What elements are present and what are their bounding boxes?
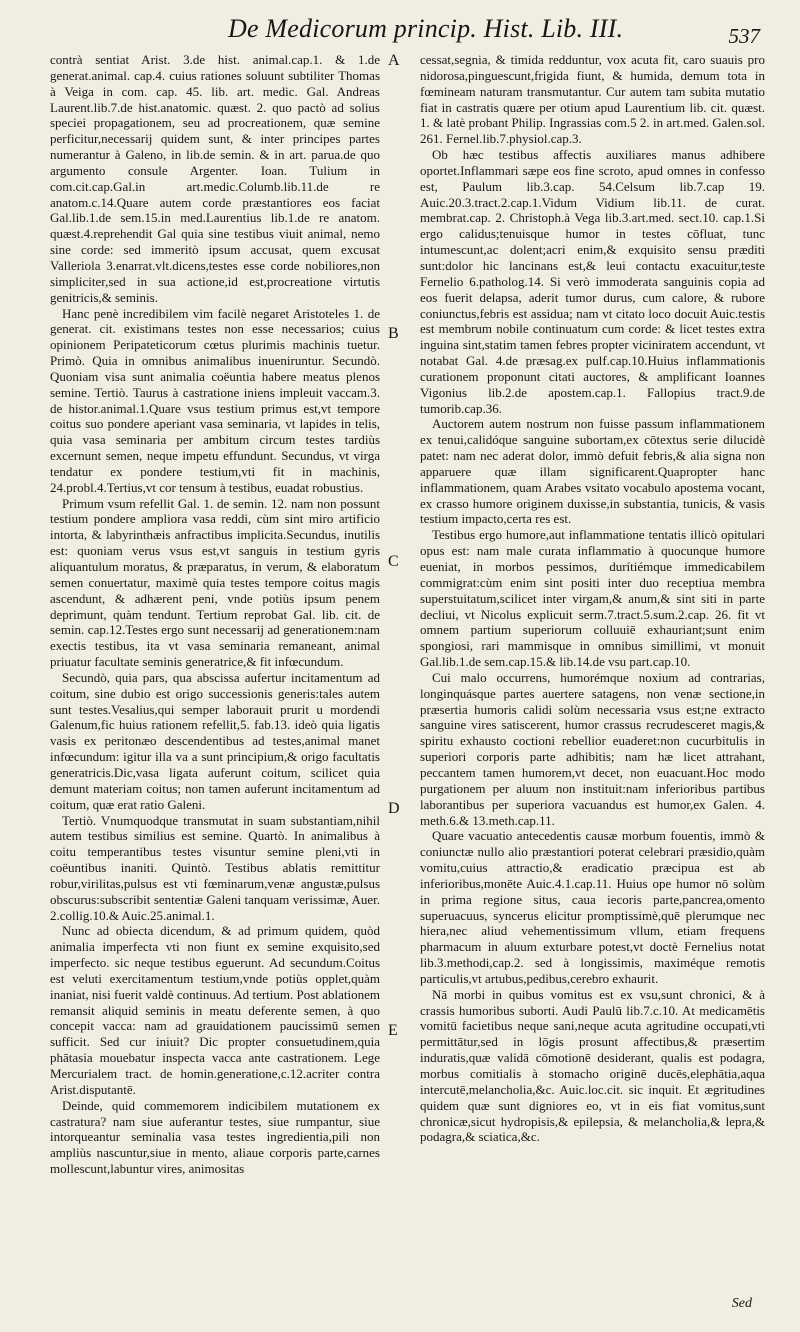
paragraph: Tertiò. Vnumquodque transmutat in suam substantiam,nihil autem testibus similius est semine. Quartò. In animalibus à coitu temperantibus testes visuntur semine pleni,vti in coëuntibus inaniti. Quintò. Testibus ablatis remittitur robur,virilitas,pulsus est vti fœminarum,venæ angustæ,pulsus obscurus:subscribit sententiæ Galeni tanquam verissimæ, Auer. 2.collig.10.& Auic.25.animal.1. bbox=[50, 812, 380, 923]
margin-letter-e: E bbox=[388, 1022, 398, 1039]
paragraph: Testibus ergo humore,aut inflammatione tentatis illicò opitulari opus est: nam male curata inflammatio à quocunque humore eueniat, in morbos pessimos, durítiémque immedicabilem commigrat:cùm enim sint positi inter duo receptiua membra superstuitatum,scilicet inter virgam,& anum,& sint siti in parte decliui, vt Nicolus explicuit serm.7.tract.5.sum.2.cap. 26. fit vt omnem partium superiorum colluuiē exhauriant;sunt enim spongiosi, rari mammisque in omnibus simillimi, vt monuit Gal.lib.1.de sem.cap.15.& lib.14.de vsu part.cap.10. bbox=[420, 527, 765, 670]
left-column bbox=[50, 52, 380, 1177]
page-number: 537 bbox=[728, 24, 760, 48]
margin-letter-c: C bbox=[388, 553, 399, 570]
paragraph: Nunc ad obiecta dicendum, & ad primum quidem, quòd animalia imperfecta vti non fiunt ex semine exquisito,sed imperfecto. sic neque testibus eguerunt. Ad secundum.Coitus est veluti exercitamentum testium,vnde potiùs opplet,quàm inaniat, nisi fuerit valdè continuus. Ad tertium. Post ablationem remansit aliquid seminis in meatu deferente semen, à quo concepit vacca: nam ad grauidationem paucissimū semen sufficit. Sed cur iniuit? Dic propter consuetudinem,quia phātasia mouebatur inspecta vacca ante castrationem. Lege Mercurialem tract. de homin.generatione,c.12.acriter contra Arist.disputantē. bbox=[50, 923, 380, 1097]
margin-letter-b: B bbox=[388, 325, 399, 342]
catchword: Sed bbox=[731, 1296, 752, 1311]
paragraph: Primum vsum refellit Gal. 1. de semin. 12. nam non possunt testium pondere ampliora vasa reddi, cùm sint miro artificio intorta, & labyrinthæis anfractibus implicita.Secundus, inutilis est: quoniam verus vsus est,vt sanguis in testium gyris aliquantulum moratus, & præparatus, in verum, & elaboratum semen conuertatur, maximè quia testes tempore coitus magis ascendunt, & adhærent peni, vnde potiùs ipsum penem deprimunt, quàm tendunt. Tertium reprobat Gal. lib. cit. de semin. cap.12.Testes ergo sunt necessarij ad generationem:nam exectis testibus, ita vt vasa seminaria remaneant, animal priuatur facultate seminis generatrice,& fit infœcundum. bbox=[50, 495, 380, 670]
paragraph: cessat,segnia, & timida redduntur, vox acuta fit, caro suauis pro nidorosa,pinguescunt,frigida fiunt, & humida, demum tota in fœmineam naturam transmutantur. Cur autem tam subita mutatio fiat in castratis quære per otium apud Laurentium lib. cit. quæst. 1. & latè probant Philip. Ingrassias com.5 2. in art.med. Galen.sol. 261. Fernel.lib.7.physiol.cap.3. bbox=[420, 52, 765, 147]
running-title: De Medicorum princip. Hist. Lib. III. bbox=[228, 14, 624, 43]
paragraph: Auctorem autem nostrum non fuisse passum inflammationem ex tenui,calidóque sanguine subortam,ex cōtextus serie dilucidè patet: nam nec aderat dolor, immò defuit febris,& alia signa non apparuere quæ illam significarent.Quapropter hanc inflammationem, quam Arabes vsitato vocabulo apostema vocant, ex crasso humore originem duxisse,in substantia, tunicis, & vasis testium impacto,certa res est. bbox=[420, 416, 765, 527]
right-column bbox=[420, 52, 765, 1145]
paragraph: Secundò, quia pars, qua abscissa aufertur incitamentum ad coitum, sine dubio est origo successionis generis:tales autem sunt testes.Vesalius,qui semper laborauit prurit u mordendi Galenum,fic huius rationem refellit,5. fab.13. ideò quia ligatis vasis ex peritonæo descendentibus ad testes,animal manet infœcundum: igitur illa va a sunt principium,& origo facultatis generatricis.Dic,vasa ligata auferunt coitum, scilicet quia demunt materiam coitus; non tamen auferunt incitamentum ad coitum, quæ erat ratio Galeni. bbox=[50, 669, 380, 812]
paragraph: Cui malo occurrens, humorémque noxium ad contrarias, longinquásque partes auertere satagens, non venæ sectione,in præsertia humoris calidi solùm necessaria vsus est;ne extracto sanguine vires satiscerent, humor crassus recrudesceret magis,& spiritu exhausto coctioni rebellior euaderet:non cucurbitulis in superiori corporis parte adhibitis; nam hæ licet attrahant, peccantem tamen humorem,vt decet, non euacuant.Hoc modo purgationem per aluum non instituit:nam inferioribus partibus laborantibus per superiora vacuandus est humor,ex Galen. 4. meth.6.& 13.meth.cap.11. bbox=[420, 669, 765, 828]
paragraph: Quare vacuatio antecedentis causæ morbum fouentis, immò & coniunctæ nullo alio præstantiori poterat celebrari præsidio,quàm vomitu,cuius attractio,& eradicatio præcipua est ab inferioribus,monēte Auic.4.1.cap.11. Huius ope humor nō solùm in prima regione situs, caua iecoris parte,pancrea,omento superuacuus, syncerus elicitur promptissimè,quē plerumque nec hiera,nec aliud vehementissimum vllum, etiam frequens pharmacum in aluum exturbare potest,vt doctè Fernelius notat lib.3.methodi,cap.2. sed à longissimis, maximéque remotis particulis,vt artubus,pedibus,cerebro exhaurit. bbox=[420, 828, 765, 986]
page-header bbox=[0, 10, 800, 48]
paragraph: Deinde, quid commemorem indicibilem mutationem ex castratura? nam siue auferantur testes, siue rumpantur, siue intorqueantur seminalia vasa testes ingredientia,pili non ampliùs nascuntur,siue in mento, aliaue corporis parte,carnes mollescunt,labuntur vires, animositas bbox=[50, 1097, 380, 1177]
margin-letter-d: D bbox=[388, 800, 400, 817]
margin-letter-a: A bbox=[388, 52, 400, 69]
paragraph: Nā morbi in quibus vomitus est ex vsu,sunt chronici, & à crassis humoribus suborti. Audi Paulū lib.7.c.10. At medicamētis vomitū facietibus neque sani,neque acuta agritudine occupati,vti permittātur,sed in lōgis prosunt affectibus,& præsertim induratis,quæ validā cōmotionē desiderant, qualis est podagra, morbus comitialis à stomacho originē ducēs,elephātia,aqua intercutē,melancholia,&c. Auic.loc.cit. sic inquit. Et ægritudines quidem quæ sunt digniores eo, vt in eis fiat vomitus,sunt chronicæ,sicut hydropisis,& epilepsia, & melancholia,& lepra,& podagra,& sciatica,&c. bbox=[420, 986, 765, 1145]
paragraph: Ob hæc testibus affectis auxiliares manus adhibere oportet.Inflammari sæpe eos fine scroto, apud omnes in confesso est, Paulum lib.3.cap. 54.Celsum lib.7.cap 19. Auic.20.3.tract.2.cap.1.Vidum Vidium lib.11. de curat. membrat.cap. 2. Christoph.à Vega lib.3.art.med. sect.10. cap.1.Si ergo calidus;tenuisque humor in testes cōfluat, tunc intumescunt,ac dolent;acri enim,& exquisito sensu præditi sunt:dolor hic lancinans est,& leui contactu exacuitur,teste Fernelio 6.patholog.14. Si verò immoderata sanguinis copia ad eos fuerit delapsa, aderit tumor durus, cum calore, & rubore coniunctus,febris est assidua; nam vt citato loco docuit Auic.testis est membrum nobile continuatum cum corde: & licet testes extra inguina sint,statim tamen febres propter viciniratem accendunt, vt notabat Gal. 4.de præsag.ex pulf.cap.10.Huius inflammationis curationem proponunt citati auctores, & amplificant Ioannes Vigonius lib.2.de apostem.cap.1. Fallopius tract.9.de tumorib.cap.36. bbox=[420, 147, 765, 416]
paragraph: Hanc penè incredibilem vim facilè negaret Aristoteles 1. de generat. cit. existimans testes non esse necessarios; cuius opinionem Peripateticorum cœtus plurimis machinis tuetur. Primò. Quia in omnibus animalibus inueniruntur. Secundò. Quoniam visa sunt animalia coëuntia habere meatus plenos semine. Tertiò. Taurus à castratione iniens impleuit vaccam.3. de histor.animal.1.Quare vsus testium primus est,vt tempore coitus suo pondere aperiant vasa seminaria, vt lapides in telis, quia vasa seminaria per ambitum circum testes tardiùs excernunt semen, neque impetu effundunt. Secundus, vt virga tendatur ex pondere testium,vti fit in machinis, 24.probl.4.Tertius,vt cor tensum à testibus, euadat robustius. bbox=[50, 305, 380, 495]
paragraph: contrà sentiat Arist. 3.de hist. animal.cap.1. & 1.de generat.animal. cap.4. cuius rationes soluunt subtiliter Thomas à Veiga in com. cap. 45. lib. art. medic. Gal. Andreas Laurent.lib.7.de hist.anatomic. quæst. 2. quo pactò ad solius speciei propagationem, seu ad procreationem, quæ semine perficitur,necessarij quidem sunt, & inter principes partes numerantur à Galeno, in lib.de semin. & in art. parua.de quo argumento consule Argenter. Ioan. Tulium in com.cit.cap.Gal.in art.medic.Columb.lib.11.de re anatom.c.14.Quare autem corde præstantiores eos faciat Gal.lib.1.de sem.15.in med.Laurentius lib.1.de re anatom. quæst.4.reprehendit Gal quia sine testibus viuit animal, nemo sine corde: sed immeritò ipsum accusat, quem excusat Valleriola 3.enarrat.vlt.dicens,testes esse corde nobiliores,non simpliciter,sed in sua actione,id est,procreatione virtutis genitricis,& seminis. bbox=[50, 52, 380, 305]
